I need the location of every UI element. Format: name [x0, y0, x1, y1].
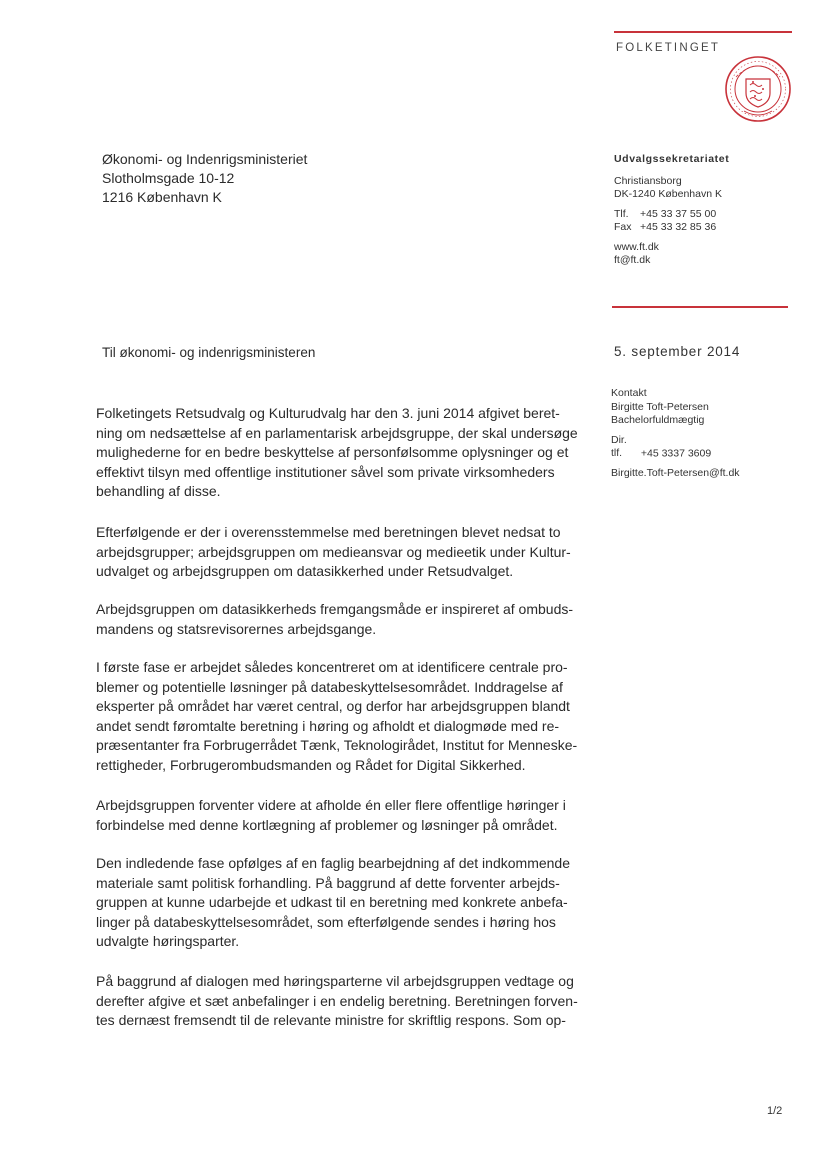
fax-label: Fax: [614, 221, 632, 233]
paragraph-line: I første fase er arbejdet således koncentreret om at identificere centrale pro-: [96, 659, 568, 675]
paragraph-line: gruppen at kunne udarbejde et udkast til en beretning med konkrete anbefa-: [96, 894, 568, 911]
paragraph-line: Den indledende fase opfølges af en faglig bearbejdning af det indkommende: [96, 855, 570, 871]
paragraph-line: andet sendt føromtalte beretning i høring og afholdt et dialogmøde med re-: [96, 717, 560, 734]
address-line: Økonomi- og Indenrigsministeriet: [102, 151, 308, 167]
header-rule: [614, 31, 792, 33]
sender-email: ft@ft.dk: [614, 254, 651, 266]
direct-phone-row: [611, 434, 811, 461]
paragraph-line: forbindelse med denne kortlægning af problemer og løsninger på området.: [96, 816, 558, 833]
paragraph: [96, 658, 582, 776]
paragraph-line: linger på databeskyttelsesområdet, som efterfølgende sendes i høring hos: [96, 913, 556, 930]
paragraph: [96, 854, 582, 952]
contact-title: Bachelorfuldmægtig: [611, 414, 705, 426]
letter-date: 5. september 2014: [614, 344, 741, 359]
sender-address-line: DK-1240 København K: [614, 188, 722, 200]
paragraph: [96, 404, 582, 502]
phone-row: [614, 208, 804, 222]
phone-label: Tlf.: [614, 207, 629, 220]
org-name: FOLKETINGET: [616, 42, 721, 54]
fax-row: [614, 221, 804, 235]
paragraph-line: tes dernæst fremsendt til de relevante ministre for skriftlig respons. Som op-: [96, 1012, 566, 1029]
address-line: Slotholmsgade 10-12: [102, 170, 235, 186]
paragraph-line: Arbejdsgruppen om datasikkerheds fremgangsmåde er inspireret af ombuds-: [96, 601, 574, 617]
direct-phone-label: Dir. tlf.: [611, 433, 627, 459]
paragraph-line: udvalget og arbejdsgruppen om datasikkerhed under Retsudvalget.: [96, 563, 514, 580]
paragraph-line: effektivt tilsyn med offentlige institutioner såvel som private virksomheders: [96, 463, 555, 480]
paragraph-line: derefter afgive et sæt anbefalinger i en endelig beretning. Beretningen forven-: [96, 992, 578, 1009]
recipient-address: [102, 150, 307, 207]
paragraph-line: behandling af disse.: [96, 483, 221, 500]
paragraph: [96, 972, 582, 1031]
recipient-title: Til økonomi- og indenrigsministeren: [102, 345, 316, 360]
paragraph-line: mulighederne for en bedre beskyttelse af personfølsomme oplysninger og et: [96, 444, 569, 461]
fax-number: +45 33 32 85 36: [640, 221, 717, 233]
paragraph-line: blemer og potentielle løsninger på databeskyttelsesområdet. Inddragelse af: [96, 678, 563, 695]
paragraph-line: Arbejdsgruppen forventer videre at afholde én eller flere offentlige høringer i: [96, 797, 566, 813]
website: www.ft.dk: [614, 240, 659, 253]
paragraph-line: På baggrund af dialogen med høringsparterne vil arbejdsgruppen vedtage og: [96, 973, 574, 989]
contact-email: Birgitte.Toft-Petersen@ft.dk: [611, 466, 740, 479]
paragraph-line: Efterfølgende er der i overensstemmelse med beretningen blevet nedsat to: [96, 524, 561, 540]
paragraph-line: Folketingets Retsudvalg og Kulturudvalg har den 3. juni 2014 afgivet beret-: [96, 405, 560, 421]
page-number: 1/2: [767, 1105, 783, 1117]
paragraph: [96, 600, 582, 639]
paragraph-line: ning om nedsættelse af en parlamentarisk arbejdsgruppe, der skal undersøge: [96, 424, 578, 441]
paragraph-line: rettigheder, Forbrugerombudsmanden og Rådet for Digital Sikkerhed.: [96, 756, 526, 773]
contact-block: [611, 387, 811, 480]
direct-phone-number: +45 3337 3609: [640, 447, 712, 459]
paragraph-line: præsentanter fra Forbrugerrådet Tænk, Teknologirådet, Institut for Menneske-: [96, 737, 578, 754]
department-name: Udvalgssekretariatet: [614, 153, 730, 165]
sender-block: [614, 153, 804, 268]
paragraph: [96, 523, 582, 582]
phone-number: +45 33 37 55 00: [640, 207, 717, 220]
paragraph-line: arbejdsgrupper; arbejdsgruppen om medieansvar og medieetik under Kultur-: [96, 543, 571, 560]
sender-address-line: Christiansborg: [614, 174, 682, 187]
paragraph-line: udvalgte høringsparter.: [96, 933, 240, 950]
paragraph-line: eksperter på området har været central, og derfor har arbejdsgruppen blandt: [96, 698, 570, 715]
contact-label: Kontakt: [611, 387, 647, 399]
paragraph-line: mandens og statsrevisorernes arbejdsgange.: [96, 620, 377, 637]
sender-rule: [612, 306, 788, 308]
address-line: 1216 København K: [102, 189, 222, 205]
paragraph-line: materiale samt politisk forhandling. På baggrund af dette forventer arbejds-: [96, 874, 560, 891]
contact-name: Birgitte Toft-Petersen: [611, 400, 709, 413]
seal-icon: [724, 55, 792, 123]
paragraph: [96, 796, 582, 835]
